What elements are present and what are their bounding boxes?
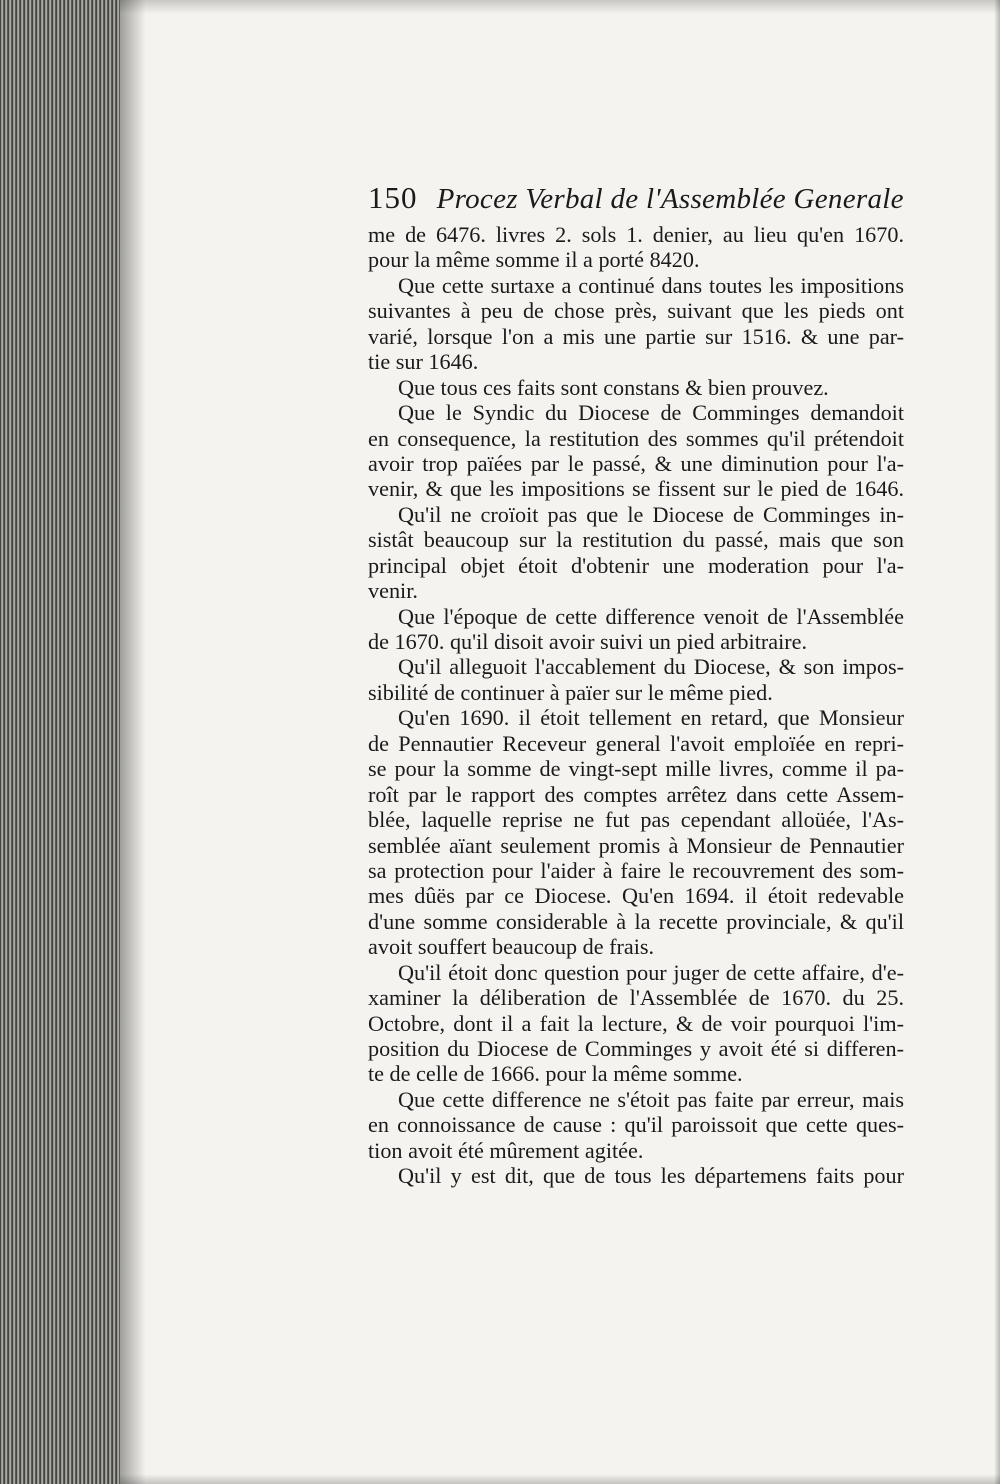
text-line: Qu'il y est dit, que de tous les départemens faits pour	[398, 1163, 904, 1189]
right-edge-shadow	[994, 0, 1000, 1484]
text-line: Qu'il étoit donc question pour juger de cette affaire, d'e-	[398, 959, 904, 985]
text-line: sibilité de continuer à païer sur le même pied.	[368, 679, 773, 705]
text-line: de Pennautier Receveur general l'avoit emploïée en repri-	[368, 730, 904, 756]
text-line: varié, lorsque l'on a mis une partie sur 1516. & une par-	[368, 323, 904, 349]
text-line: en consequence, la restitution des sommes qu'il prétendoit	[368, 425, 904, 451]
text-line: tie sur 1646.	[368, 349, 479, 375]
text-line: Que l'époque de cette difference venoit de l'Assemblée	[398, 603, 904, 629]
text-line: tion avoit été mûrement agitée.	[368, 1137, 644, 1163]
running-title: Procez Verbal de l'Assemblée Generale	[436, 183, 904, 215]
text-line: Qu'il alleguoit l'accablement du Diocese, & son impos-	[398, 654, 904, 680]
top-edge-shadow	[120, 0, 1000, 14]
text-line: semblée aïant seulement promis à Monsieur de Pennautier	[368, 832, 904, 858]
text-line: venir.	[368, 578, 418, 604]
text-line: avoir trop païées par le passé, & une diminution pour l'a-	[368, 450, 904, 476]
text-line: sistât beaucoup sur la restitution du passé, mais que son	[368, 527, 904, 553]
text-line: principal objet étoit d'obtenir une moderation pour l'a-	[368, 552, 904, 578]
text-line: de 1670. qu'il disoit avoir suivi un pied arbitraire.	[368, 629, 808, 654]
body-text	[368, 222, 904, 1189]
text-line: Que cette surtaxe a continué dans toutes les impositions	[398, 272, 904, 298]
running-header	[368, 180, 908, 224]
text-line: pour la même somme il a porté 8420.	[368, 247, 700, 273]
text-line: xaminer la déliberation de l'Assemblée de 1670. du 25.	[368, 985, 904, 1011]
text-line: Qu'en 1690. il étoit tellement en retard, que Monsieur	[398, 705, 904, 731]
text-line: sa protection pour l'aider à faire le recouvrement des som-	[368, 857, 904, 883]
text-line: Qu'il ne croïoit pas que le Diocese de Comminges in-	[398, 501, 904, 527]
bottom-edge-shadow	[120, 1474, 1000, 1484]
text-line: suivantes à peu de chose près, suivant que les pieds ont	[368, 298, 904, 324]
text-line: Octobre, dont il a fait la lecture, & de voir pourquoi l'im-	[368, 1010, 904, 1036]
page-stack-edge	[0, 0, 120, 1484]
text-line: blée, laquelle reprise ne fut pas cependant alloüée, l'As-	[368, 807, 904, 833]
text-line: mes dûës par ce Diocese. Qu'en 1694. il étoit redevable	[368, 883, 904, 909]
text-line: en connoissance de cause : qu'il paroissoit que cette ques-	[368, 1112, 904, 1138]
text-line: d'une somme considerable à la recette provinciale, & qu'il	[368, 908, 904, 934]
text-line: se pour la somme de vingt-sept mille livres, comme il pa-	[368, 756, 904, 782]
text-line: Que cette difference ne s'étoit pas faite par erreur, mais	[398, 1086, 904, 1112]
text-line: position du Diocese de Comminges y avoit été si differen-	[368, 1036, 904, 1061]
text-line: me de 6476. livres 2. sols 1. denier, au lieu qu'en 1670.	[368, 222, 904, 247]
text-line: roît par le rapport des comptes arrêtez dans cette Assem-	[368, 781, 904, 807]
text-line: venir, & que les impositions se fissent sur le pied de 1646.	[368, 476, 904, 502]
page-number: 150	[368, 180, 418, 215]
text-line: Que le Syndic du Diocese de Comminges demandoit	[398, 400, 904, 426]
text-line: Que tous ces faits sont constans & bien prouvez.	[398, 374, 829, 400]
text-line: te de celle de 1666. pour la même somme.	[368, 1061, 743, 1087]
text-line: avoit souffert beaucoup de frais.	[368, 934, 655, 960]
gutter-shadow	[120, 0, 146, 1484]
